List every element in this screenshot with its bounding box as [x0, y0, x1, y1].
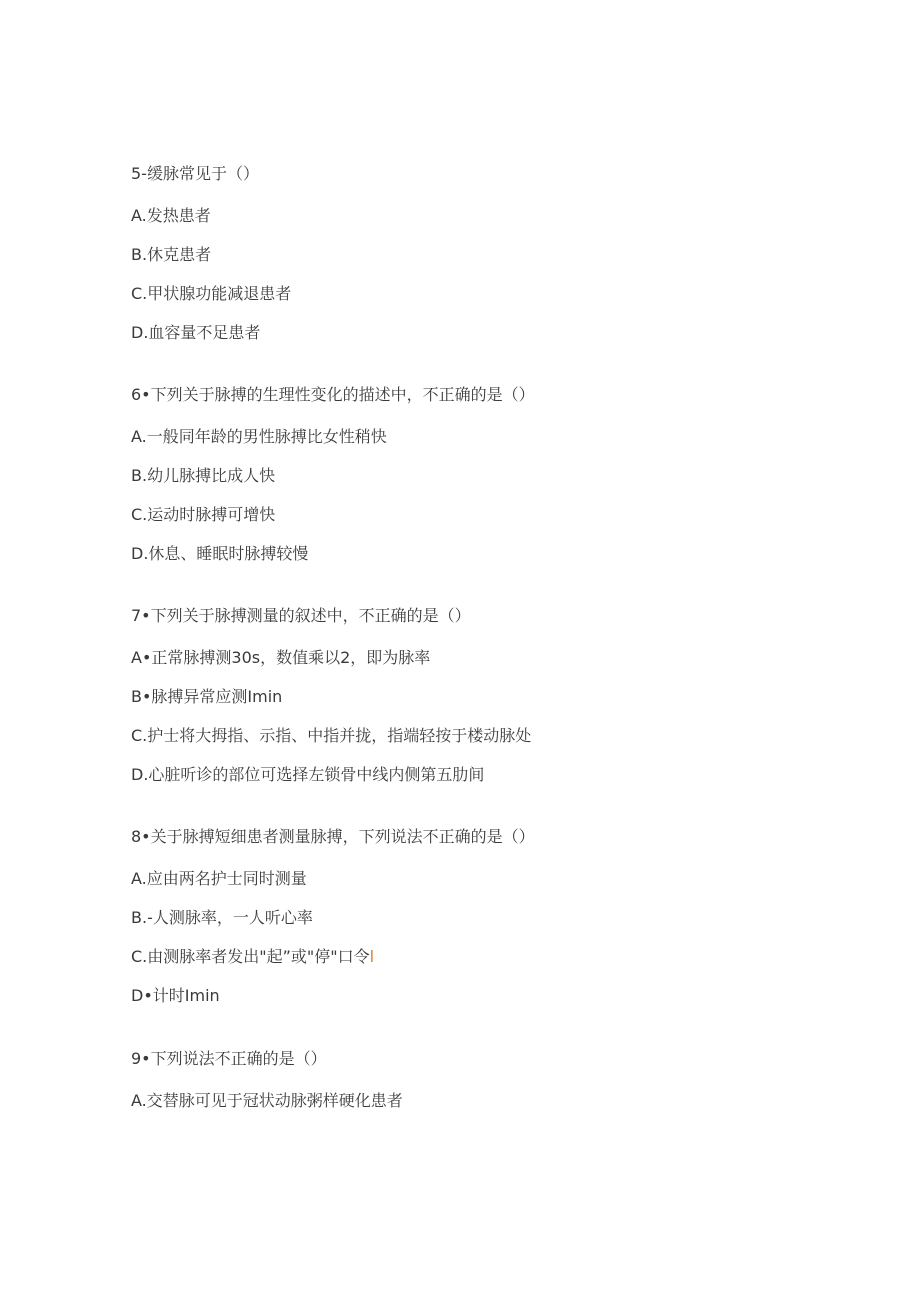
question-9	[131, 1048, 831, 1112]
question-5-option-c: C.甲状腺功能减退患者	[131, 284, 292, 303]
question-7-text: 7•下列关于脉搏测量的叙述中，不正确的是（）	[131, 606, 471, 625]
question-7-option-d: D.心脏听诊的部位可选择左锁骨中线内侧第五肋间	[131, 765, 485, 784]
question-5-option-a: A.发热患者	[131, 206, 211, 225]
question-8-option-c	[131, 946, 831, 968]
question-8-option-b: B.-人测脉率，一人听心率	[131, 908, 313, 927]
question-6	[131, 384, 831, 565]
question-6-option-d: D.休息、睡眠时脉搏较慢	[131, 544, 309, 563]
question-8-text: 8•关于脉搏短细患者测量脉搏，下列说法不正确的是（）	[131, 827, 535, 846]
question-8-option-d: D•计时Imin	[131, 986, 220, 1005]
question-6-option-a: A.一般同年龄的男性脉搏比女性稍快	[131, 427, 387, 446]
question-8	[131, 826, 831, 1007]
question-5	[131, 163, 831, 344]
question-9-text: 9•下列说法不正确的是（）	[131, 1049, 327, 1068]
question-9-option-a: A.交替脉可见于冠状动脉粥样硬化患者	[131, 1091, 403, 1110]
question-7-option-a: A•正常脉搏测30s，数值乘以2，即为脉率	[131, 648, 431, 667]
question-7-option-c: C.护士将大拇指、示指、中指并拢，指端轻按于楼动脉处	[131, 726, 532, 745]
question-7	[131, 605, 831, 786]
stray-mark: l	[369, 947, 375, 966]
question-6-option-b: B.幼儿脉搏比成人快	[131, 466, 276, 485]
question-5-option-d: D.血容量不足患者	[131, 323, 261, 342]
question-5-option-b: B.休克患者	[131, 245, 212, 264]
question-5-text: 5-缓脉常见于（）	[131, 164, 259, 183]
question-8-option-c-text: C.由测脉率者发出"起”或"停"口令	[131, 947, 370, 966]
question-6-text: 6•下列关于脉搏的生理性变化的描述中，不正确的是（）	[131, 385, 535, 404]
question-7-option-b: B•脉搏异常应测Imin	[131, 687, 283, 706]
question-8-option-a: A.应由两名护士同时测量	[131, 869, 307, 888]
question-6-option-c: C.运动时脉搏可增快	[131, 505, 276, 524]
